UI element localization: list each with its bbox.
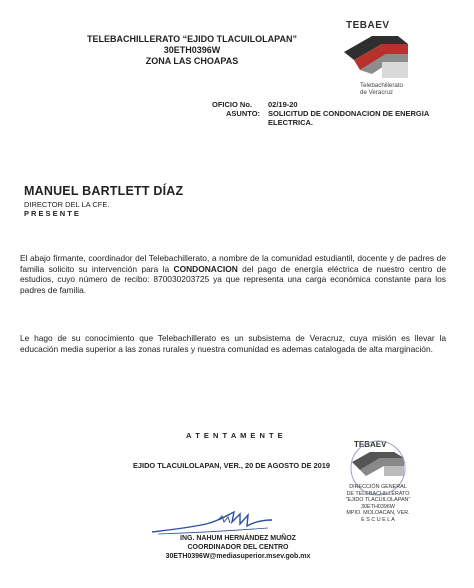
paragraph-1-text-b: del pago de energía eléctrica de nuestro centro de estudios, cuyo número de recibo: 870030203725 ya que representa una carga económica constante para los padres de familia. [20,263,447,295]
condonacion-keyword: CONDONACION [173,263,238,274]
body-paragraph-2: Le hago de su conocimiento que Telebachillerato es un subsistema de Veracruz, cuya misión es llevar la educación media superior a las zonas rurales y nuestra comunidad es ademas catalogada de alta marginación. [20,333,446,354]
addressee-presente: P R E S E N T E [24,209,79,218]
stamp-line6: E S C U E L A [361,516,395,523]
asunto-label: ASUNTO: [226,109,261,118]
body-paragraph-1 [20,253,446,295]
logo-sub1: Telebachillerato [360,82,403,89]
signer-title: COORDINADOR DEL CENTRO [187,544,289,551]
asunto-line1: SOLICITUD DE CONDONACION DE ENERGIA [268,109,430,118]
stamp-brand: TEBAEV [354,440,387,449]
atentamente: A T E N T A M E N T E [186,431,284,440]
addressee-position: DIRECTOR DEL LA CFE. [24,200,110,209]
oficio-number: 02/19-20 [268,100,298,109]
tebaev-logo [340,20,414,102]
signer-name: ING. NAHUM HERNÁNDEZ MUÑOZ [180,535,296,542]
asunto-line2: ELECTRICA. [268,118,313,127]
stamp-line5: MPIO. MOLOACAN, VER. [346,510,410,517]
logo-sub2: de Veracruz [360,89,394,96]
stamp-line3: "EJIDO TLACUILOLAPAN" [345,497,411,504]
stamp-line1: DIRECCIÓN GENERAL [349,484,407,490]
stamp-line4: 30ETH0396W [361,503,395,510]
signer-email: 30ETH0396W@mediasuperior.msev.gob.mx [165,553,311,560]
handwritten-signature [148,506,276,536]
logo-brand: TEBAEV [346,20,390,31]
logo-emblem-icon [342,32,412,82]
oficio-label: OFICIO No. [212,100,252,109]
paragraph-1-text-a: El abajo firmante, coordinador del Telebachillerato, a nombre de la comunidad estudiantil, docente y de padres de familia solicito su intervención para la [20,253,446,274]
place-date: EJIDO TLACUILOLAPAN, VER., 20 DE AGOSTO DE 2019 [133,461,330,470]
school-code: 30ETH0396W [163,45,221,55]
school-name: TELEBACHILLERATO “EJIDO TLACUILOLAPAN” [87,34,297,44]
addressee-name: MANUEL BARTLETT DÍAZ [24,184,184,198]
school-zone: ZONA LAS CHOAPAS [145,56,239,66]
stamp-line2: DE TELEBACHILLERATO [346,490,410,497]
